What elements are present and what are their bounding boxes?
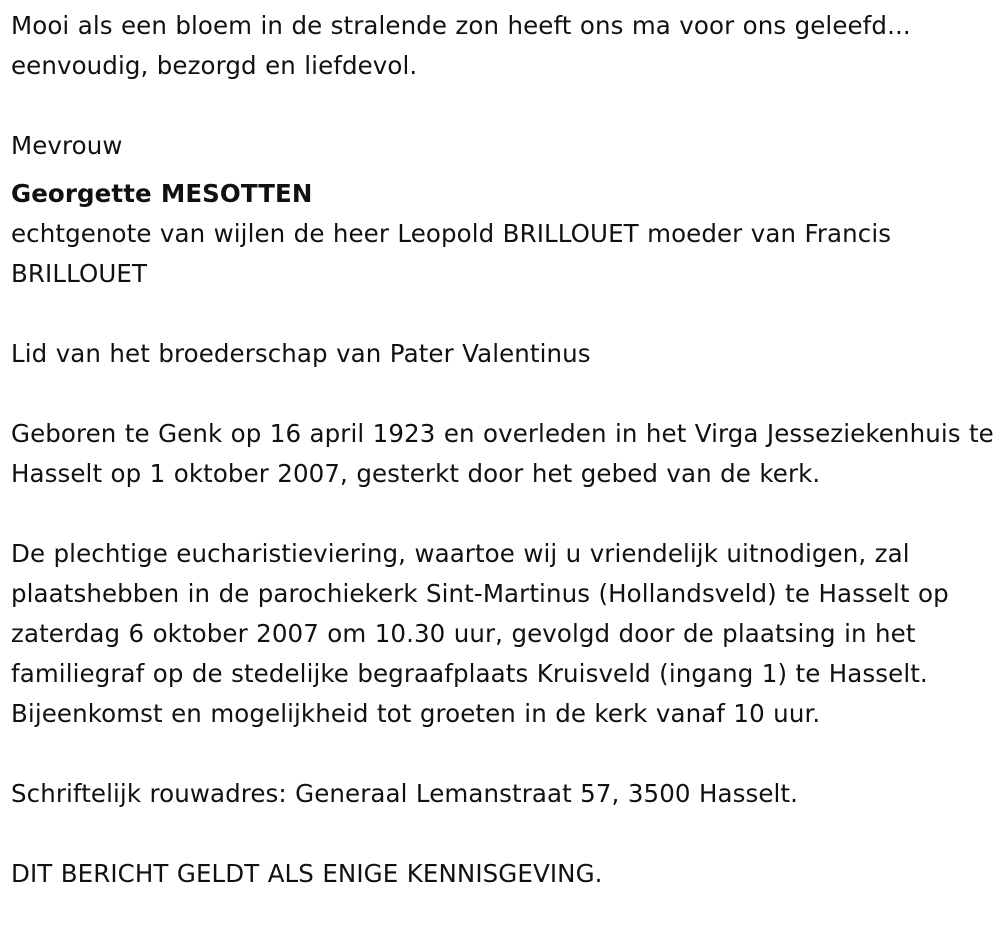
salutation: Mevrouw	[11, 131, 123, 160]
notice-text: DIT BERICHT GELDT ALS ENIGE KENNISGEVING.	[11, 859, 603, 888]
spacer	[11, 294, 996, 334]
deceased-name: Georgette MESOTTEN	[11, 179, 313, 208]
relation-text: echtgenote van wijlen de heer Leopold BRILLOUET moeder van Francis BRILLOUET	[11, 219, 892, 288]
spacer	[11, 814, 996, 854]
membership-text: Lid van het broederschap van Pater Valentinus	[11, 339, 591, 368]
quote-line-2: eenvoudig, bezorgd en liefdevol.	[11, 51, 418, 80]
obituary-document	[11, 6, 996, 894]
spacer	[11, 494, 996, 534]
spacer	[11, 86, 996, 126]
address-text: Schriftelijk rouwadres: Generaal Lemanstraat 57, 3500 Hasselt.	[11, 779, 799, 808]
ceremony-text: De plechtige eucharistieviering, waartoe wij u vriendelijk uitnodigen, zal plaatshebben in de parochiekerk Sint-Martinus (Hollandsveld) te Hasselt op zaterdag 6 oktober 2007 om 10.30 uur, gevolgd door de plaatsing in het familiegraf op de stedelijke begraafplaats Kruisveld (ingang 1) te Hasselt. Bijeenkomst en mogelijkheid tot groeten in de kerk vanaf 10 uur.	[11, 539, 949, 728]
quote-line-1: Mooi als een bloem in de stralende zon heeft ons ma voor ons geleefd...	[11, 11, 911, 40]
birth-death-text: Geboren te Genk op 16 april 1923 en overleden in het Virga Jesseziekenhuis te Hasselt op 1 oktober 2007, gesterkt door het gebed van de kerk.	[11, 419, 994, 488]
spacer	[11, 734, 996, 774]
spacer	[11, 374, 996, 414]
